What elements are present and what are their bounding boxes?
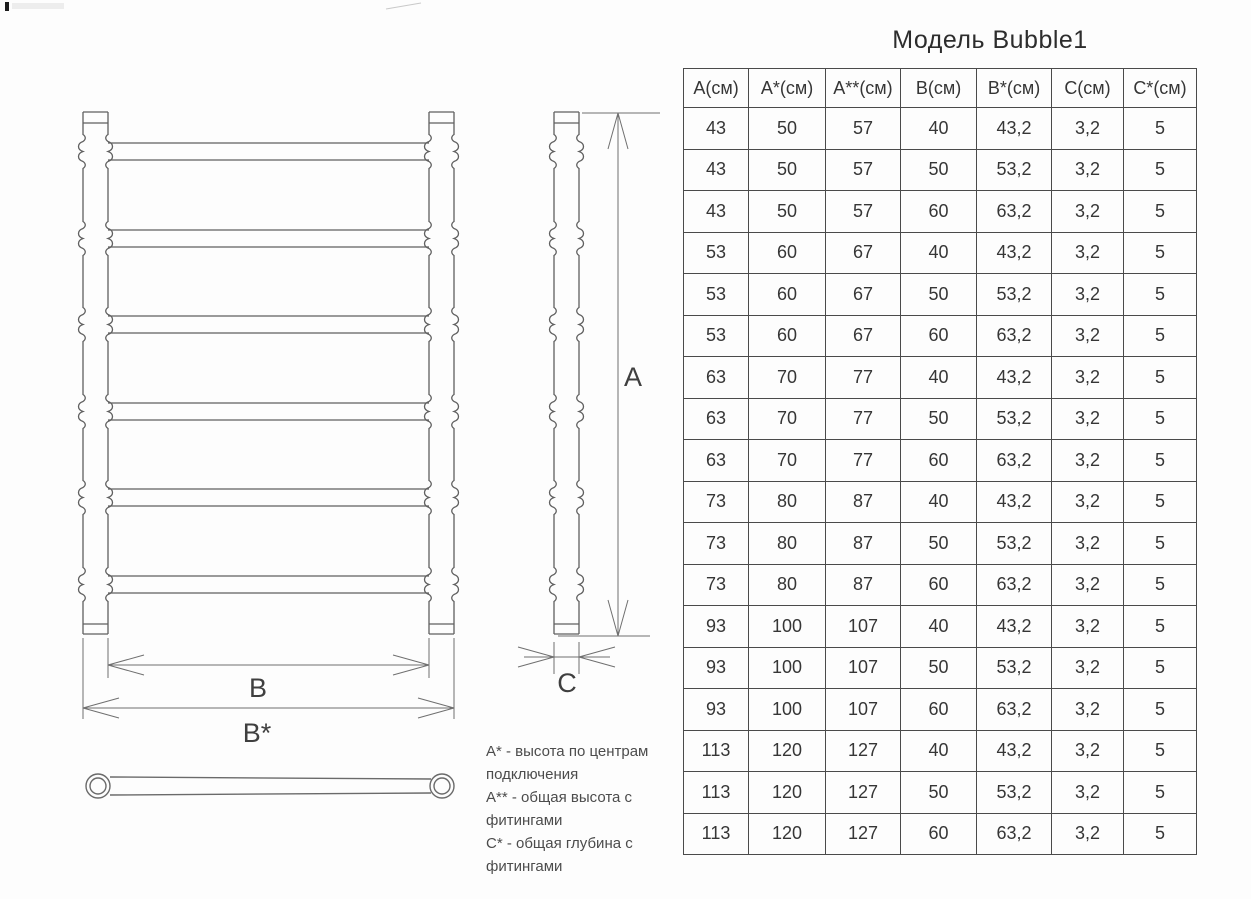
table-cell: 3,2 bbox=[1052, 647, 1124, 689]
table-header-cell: А**(см) bbox=[826, 69, 901, 108]
table-header-cell: С*(см) bbox=[1124, 69, 1197, 108]
table-cell: 43,2 bbox=[977, 481, 1052, 523]
table-cell: 53,2 bbox=[977, 523, 1052, 565]
table-cell: 127 bbox=[826, 813, 901, 855]
table-header-cell: А*(см) bbox=[749, 69, 826, 108]
table-cell: 120 bbox=[749, 772, 826, 814]
table-cell: 63,2 bbox=[977, 689, 1052, 731]
table-cell: 53 bbox=[684, 315, 749, 357]
table-cell: 3,2 bbox=[1052, 606, 1124, 648]
table-cell: 53,2 bbox=[977, 772, 1052, 814]
table-cell: 5 bbox=[1124, 481, 1197, 523]
table-cell: 127 bbox=[826, 772, 901, 814]
table-cell: 80 bbox=[749, 564, 826, 606]
table-cell: 43 bbox=[684, 191, 749, 233]
table-cell: 53,2 bbox=[977, 398, 1052, 440]
table-cell: 5 bbox=[1124, 108, 1197, 150]
table-cell: 107 bbox=[826, 647, 901, 689]
table-cell: 63 bbox=[684, 398, 749, 440]
table-cell: 43 bbox=[684, 108, 749, 150]
table-cell: 5 bbox=[1124, 523, 1197, 565]
table-cell: 93 bbox=[684, 606, 749, 648]
table-row bbox=[684, 481, 1197, 523]
table-cell: 70 bbox=[749, 440, 826, 482]
table-cell: 63,2 bbox=[977, 191, 1052, 233]
table-cell: 43 bbox=[684, 149, 749, 191]
table-cell: 50 bbox=[901, 274, 977, 316]
table-cell: 40 bbox=[901, 232, 977, 274]
table-cell: 120 bbox=[749, 730, 826, 772]
table-cell: 63,2 bbox=[977, 315, 1052, 357]
table-row bbox=[684, 606, 1197, 648]
table-cell: 5 bbox=[1124, 564, 1197, 606]
table-cell: 77 bbox=[826, 357, 901, 399]
table-cell: 73 bbox=[684, 481, 749, 523]
table-cell: 70 bbox=[749, 398, 826, 440]
table-cell: 60 bbox=[749, 274, 826, 316]
table-cell: 5 bbox=[1124, 813, 1197, 855]
table-cell: 5 bbox=[1124, 149, 1197, 191]
table-cell: 60 bbox=[901, 813, 977, 855]
table-cell: 43,2 bbox=[977, 232, 1052, 274]
table-row bbox=[684, 689, 1197, 731]
table-row bbox=[684, 772, 1197, 814]
table-cell: 3,2 bbox=[1052, 730, 1124, 772]
table-cell: 73 bbox=[684, 564, 749, 606]
table-row bbox=[684, 564, 1197, 606]
table-cell: 57 bbox=[826, 108, 901, 150]
table-cell: 5 bbox=[1124, 232, 1197, 274]
table-cell: 53,2 bbox=[977, 149, 1052, 191]
table-cell: 57 bbox=[826, 191, 901, 233]
table-row bbox=[684, 191, 1197, 233]
table-cell: 53,2 bbox=[977, 647, 1052, 689]
dimensions-table bbox=[683, 68, 1197, 855]
table-cell: 60 bbox=[901, 564, 977, 606]
table-cell: 73 bbox=[684, 523, 749, 565]
table-cell: 5 bbox=[1124, 440, 1197, 482]
side-view bbox=[550, 112, 584, 634]
table-header-row bbox=[684, 69, 1197, 108]
table-cell: 40 bbox=[901, 357, 977, 399]
dimension-label-a: A bbox=[624, 362, 643, 392]
table-cell: 60 bbox=[901, 689, 977, 731]
table-cell: 3,2 bbox=[1052, 813, 1124, 855]
table-cell: 3,2 bbox=[1052, 149, 1124, 191]
table-cell: 67 bbox=[826, 315, 901, 357]
table-cell: 3,2 bbox=[1052, 564, 1124, 606]
table-cell: 3,2 bbox=[1052, 232, 1124, 274]
table-cell: 3,2 bbox=[1052, 440, 1124, 482]
footnote-a-2star: А** - общая высота с фитингами bbox=[486, 789, 633, 829]
table-cell: 5 bbox=[1124, 191, 1197, 233]
table-cell: 53 bbox=[684, 274, 749, 316]
table-cell: 5 bbox=[1124, 606, 1197, 648]
table-row bbox=[684, 813, 1197, 855]
table-cell: 3,2 bbox=[1052, 357, 1124, 399]
table-cell: 113 bbox=[684, 772, 749, 814]
table-cell: 60 bbox=[749, 315, 826, 357]
table-cell: 87 bbox=[826, 523, 901, 565]
dimension-label-c: C bbox=[557, 668, 577, 698]
table-row bbox=[684, 357, 1197, 399]
table-cell: 43,2 bbox=[977, 357, 1052, 399]
table-cell: 40 bbox=[901, 108, 977, 150]
table-cell: 50 bbox=[901, 398, 977, 440]
table-row bbox=[684, 440, 1197, 482]
table-cell: 5 bbox=[1124, 772, 1197, 814]
table-cell: 80 bbox=[749, 481, 826, 523]
table-cell: 5 bbox=[1124, 647, 1197, 689]
table-cell: 40 bbox=[901, 606, 977, 648]
table-cell: 67 bbox=[826, 232, 901, 274]
table-cell: 43,2 bbox=[977, 730, 1052, 772]
table-cell: 107 bbox=[826, 606, 901, 648]
table-row bbox=[684, 315, 1197, 357]
table-header-cell: А(см) bbox=[684, 69, 749, 108]
table-cell: 87 bbox=[826, 564, 901, 606]
table-header-cell: В(см) bbox=[901, 69, 977, 108]
table-cell: 3,2 bbox=[1052, 689, 1124, 731]
table-cell: 100 bbox=[749, 689, 826, 731]
table-cell: 50 bbox=[749, 191, 826, 233]
table-cell: 50 bbox=[901, 523, 977, 565]
table-cell: 93 bbox=[684, 647, 749, 689]
table-cell: 40 bbox=[901, 730, 977, 772]
table-cell: 3,2 bbox=[1052, 398, 1124, 440]
table-row bbox=[684, 108, 1197, 150]
table-cell: 63,2 bbox=[977, 564, 1052, 606]
footnotes-block bbox=[486, 740, 682, 878]
table-cell: 63 bbox=[684, 440, 749, 482]
table-cell: 50 bbox=[749, 149, 826, 191]
table-row bbox=[684, 730, 1197, 772]
table-header-cell: С(см) bbox=[1052, 69, 1124, 108]
table-cell: 63,2 bbox=[977, 440, 1052, 482]
table-row bbox=[684, 232, 1197, 274]
table-cell: 3,2 bbox=[1052, 481, 1124, 523]
table-cell: 43,2 bbox=[977, 606, 1052, 648]
table-cell: 113 bbox=[684, 730, 749, 772]
table-row bbox=[684, 398, 1197, 440]
table-cell: 63,2 bbox=[977, 813, 1052, 855]
dimension-lines bbox=[83, 113, 660, 719]
table-cell: 3,2 bbox=[1052, 772, 1124, 814]
table-cell: 77 bbox=[826, 440, 901, 482]
table-cell: 40 bbox=[901, 481, 977, 523]
table-cell: 5 bbox=[1124, 689, 1197, 731]
table-cell: 63 bbox=[684, 357, 749, 399]
table-cell: 5 bbox=[1124, 730, 1197, 772]
table-cell: 70 bbox=[749, 357, 826, 399]
table-cell: 3,2 bbox=[1052, 108, 1124, 150]
table-cell: 5 bbox=[1124, 357, 1197, 399]
footnote-c-star: С* - общая глубина с фитингами bbox=[486, 835, 633, 875]
table-row bbox=[684, 647, 1197, 689]
table-cell: 120 bbox=[749, 813, 826, 855]
table-cell: 43,2 bbox=[977, 108, 1052, 150]
table-cell: 60 bbox=[749, 232, 826, 274]
table-cell: 60 bbox=[901, 315, 977, 357]
table-cell: 107 bbox=[826, 689, 901, 731]
table-cell: 53,2 bbox=[977, 274, 1052, 316]
table-cell: 50 bbox=[901, 647, 977, 689]
dimension-label-b: B bbox=[248, 673, 268, 703]
table-row bbox=[684, 523, 1197, 565]
table-cell: 50 bbox=[901, 149, 977, 191]
front-view bbox=[79, 112, 459, 634]
table-cell: 60 bbox=[901, 440, 977, 482]
table-cell: 3,2 bbox=[1052, 191, 1124, 233]
table-row bbox=[684, 149, 1197, 191]
table-cell: 113 bbox=[684, 813, 749, 855]
table-cell: 100 bbox=[749, 606, 826, 648]
table-cell: 3,2 bbox=[1052, 315, 1124, 357]
table-cell: 127 bbox=[826, 730, 901, 772]
table-cell: 60 bbox=[901, 191, 977, 233]
table-cell: 93 bbox=[684, 689, 749, 731]
table-cell: 57 bbox=[826, 149, 901, 191]
table-cell: 80 bbox=[749, 523, 826, 565]
table-header-cell: В*(см) bbox=[977, 69, 1052, 108]
table-cell: 5 bbox=[1124, 398, 1197, 440]
table-cell: 67 bbox=[826, 274, 901, 316]
table-cell: 53 bbox=[684, 232, 749, 274]
table-cell: 100 bbox=[749, 647, 826, 689]
table-cell: 50 bbox=[749, 108, 826, 150]
top-view bbox=[86, 774, 454, 798]
table-cell: 77 bbox=[826, 398, 901, 440]
table-cell: 5 bbox=[1124, 315, 1197, 357]
footnote-a-star: А* - высота по центрам подключения bbox=[486, 743, 649, 783]
dimension-label-b-star: B* bbox=[242, 718, 272, 748]
table-cell: 50 bbox=[901, 772, 977, 814]
table-row bbox=[684, 274, 1197, 316]
table-cell: 5 bbox=[1124, 274, 1197, 316]
table-cell: 87 bbox=[826, 481, 901, 523]
model-title: Модель Bubble1 bbox=[892, 26, 1088, 54]
table-cell: 3,2 bbox=[1052, 274, 1124, 316]
table-cell: 3,2 bbox=[1052, 523, 1124, 565]
